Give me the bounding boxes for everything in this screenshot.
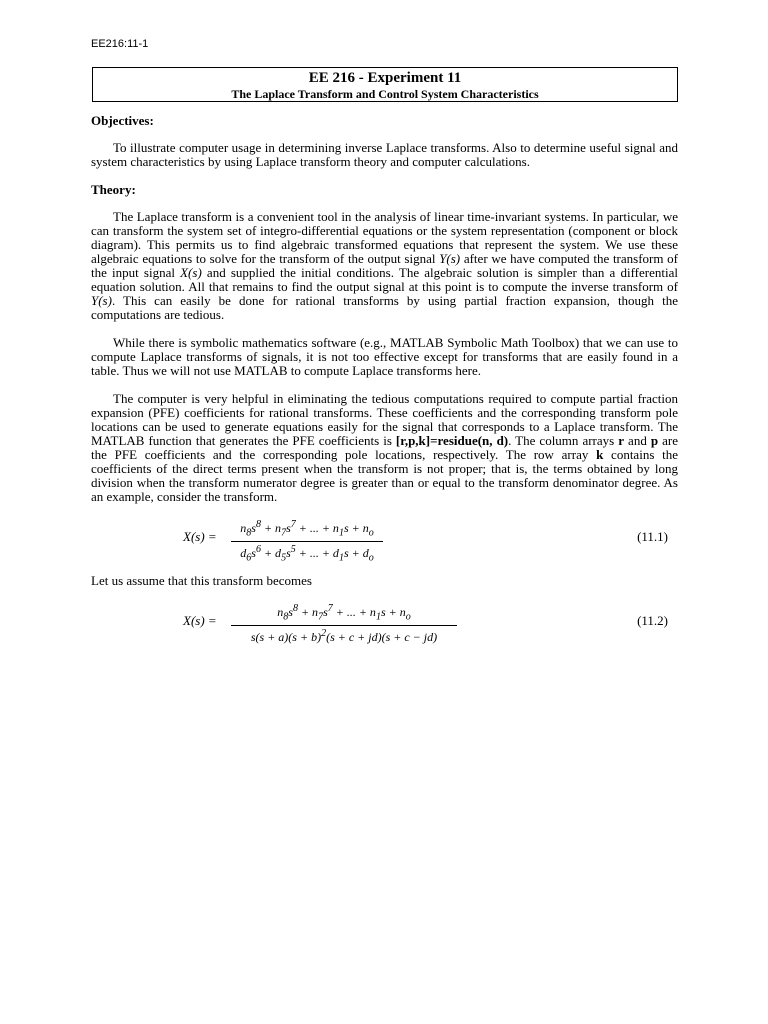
document-subtitle: The Laplace Transform and Control System Characteristics [231, 87, 539, 101]
theory-heading: Theory: [91, 182, 136, 197]
equation-numerator: $n_8s^8 + n_7s^7$ + ... + $n_1s + n_o$ [231, 602, 457, 626]
theory-paragraph-3: The computer is very helpful in eliminating the tedious computations required to compute partial fraction expansion (PFE) coefficients for rational transforms. These coefficients and the corresponding transform pole locations can be used to generate equations easily for the signal that corresponds to a Laplace transform. The MATLAB function that generates the PFE coefficients is [r,p,k]=residue(n, d). The column arrays r and p are the PFE coefficients and the corresponding pole locations, respectively. The row array k contains the coefficients of the direct terms present when the transform is not proper; that is, the terms obtained by long division when the transform numerator degree is greater than or equal to the transform denominator degree. As an example, consider the transform. [91, 391, 678, 504]
objectives-paragraph: To illustrate computer usage in determining inverse Laplace transforms. Also to determine useful signal and system characteristics by using Laplace transform theory and computer calculations. [91, 140, 678, 169]
equation-11-1 [91, 518, 678, 562]
output-signal-symbol: Y(s) [439, 251, 461, 266]
document-code: EE216:11-1 [91, 38, 149, 50]
equation-lhs: X(s) = [183, 613, 217, 628]
equation-denominator: $s(s + a)(s + b)^2(s + c + jd)(s + c - jd)$ [250, 628, 438, 645]
document-body [91, 114, 678, 658]
output-signal-symbol: Y(s) [91, 293, 112, 308]
equation-lhs: X(s) = [183, 529, 217, 544]
equation-11-2 [91, 602, 678, 646]
theory-paragraph-2: While there is symbolic mathematics software (e.g., MATLAB Symbolic Math Toolbox) that we can use to compute Laplace transforms of signals, it is not too effective except for transforms that are easily found in a table. Thus we will not use MATLAB to compute Laplace transforms here. [91, 335, 678, 378]
theory-paragraph-1: The Laplace transform is a convenient tool in the analysis of linear time-invariant systems. In particular, we can transform the system set of integro-differential equations or the system representation (component or block diagram). This permits us to find algebraic transformed equations that represent the system. We use these algebraic equations to solve for the transform of the output signal Y(s) after we have computed the transform of the input signal X(s) and supplied the initial conditions. The algebraic solution is simpler than a differential equation solution. All that remains to find the output signal at this point is to compute the inverse transform of Y(s). This can easily be done for rational transforms by using partial fraction expansion, though the computations are tedious. [91, 209, 679, 322]
document-title: EE 216 - Experiment 11 [308, 70, 462, 86]
equation-fraction [231, 602, 457, 644]
matlab-function: [r,p,k]=residue(n, d) [395, 433, 509, 448]
input-signal-symbol: X(s) [180, 265, 202, 280]
objectives-heading: Objectives: [91, 113, 154, 128]
title-box [92, 67, 678, 102]
equation-number: (11.2) [637, 613, 668, 628]
equation-numerator: $n_8s^8 + n_7s^7$ + ... + $n_1s + n_o$ [231, 518, 383, 542]
equation-fraction [231, 518, 383, 566]
equation-number: (11.1) [637, 529, 668, 544]
theory-paragraph-4: Let us assume that this transform becomes [91, 573, 312, 588]
equation-denominator: $d_6s^6 + d_5s^5$ + ... + $d_1s + d_o$ [240, 544, 374, 564]
